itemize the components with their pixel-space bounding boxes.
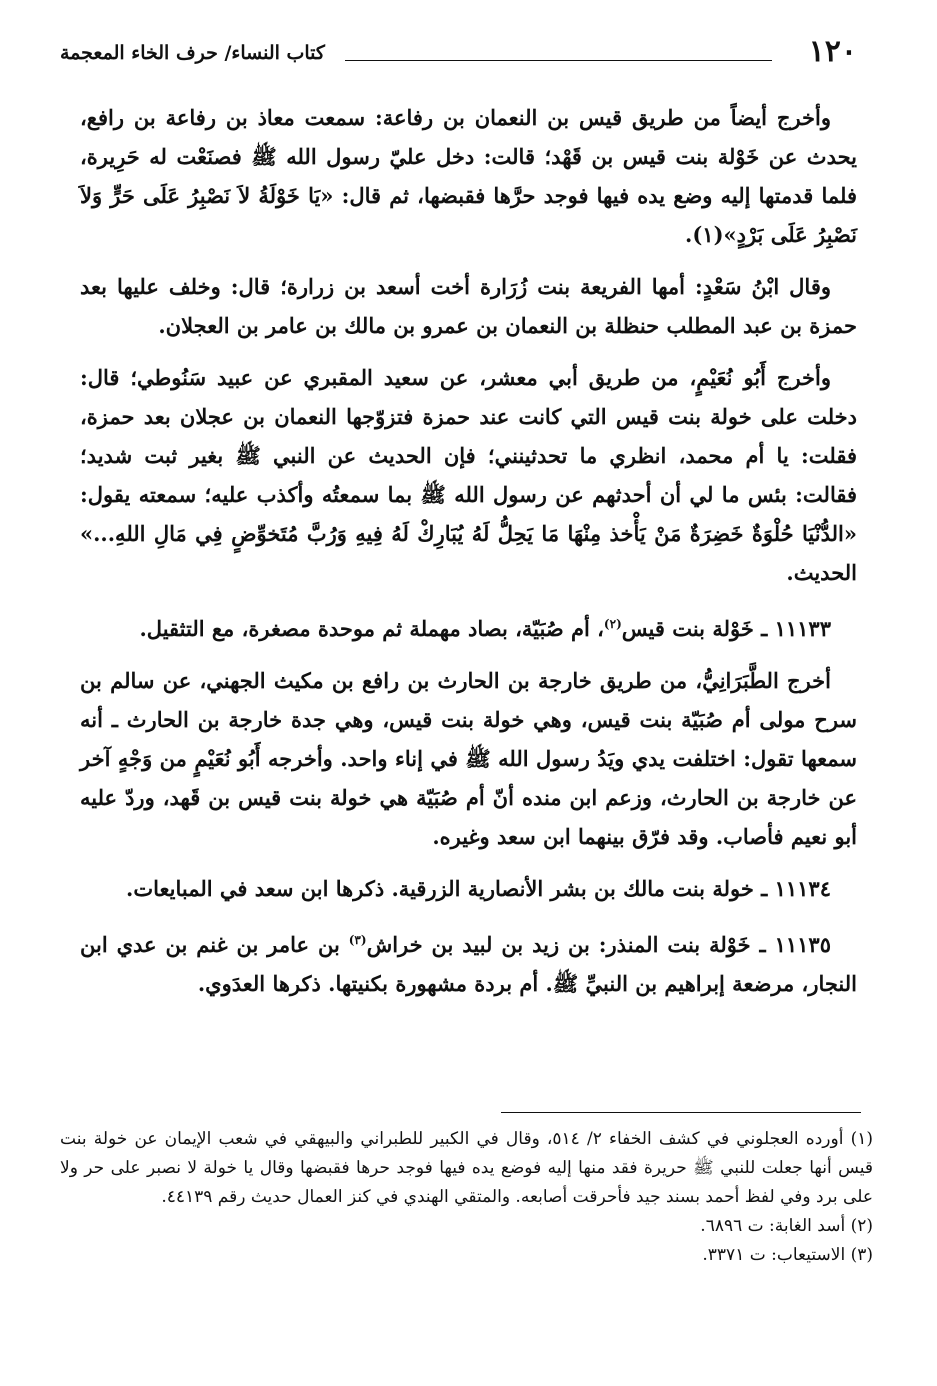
footnote-rule (501, 1112, 861, 1113)
entry-text: بن عامر بن غنم بن عدي ابن النجار، مرضعة إبراهيم بن النبيِّ ﷺ. أم بردة مشهورة بكنيتها. ذكرها العدَوي. (80, 932, 857, 996)
paragraph-ibn-saad (80, 267, 857, 345)
paragraph-abu-nuaim (80, 358, 857, 592)
entry-11135 (80, 921, 857, 1003)
running-title: كتاب النساء/ حرف الخاء المعجمة (60, 42, 325, 64)
paragraph-text: وقال ابْنُ سَعْدٍ: أمها الفريعة بنت زُرَارة أخت أسعد بن زرارة؛ قال: وخلف عليها بعد حمزة بن عبد المطلب حنظلة بن النعمان بن عمرو بن مالك بن عامر بن العجلان. (80, 274, 857, 338)
main-text (80, 98, 857, 1016)
footnote-2: (٢) أسد الغابة: ت ٦٨٩٦. (700, 1216, 873, 1236)
header-rule (345, 60, 772, 61)
page-number: ١٢٠ (808, 34, 857, 69)
paragraph-text: وأخرج أيضاً من طريق قيس بن النعمان بن رفاعة: سمعت معاذ بن رفاعة بن رافع، يحدث عن خَوْلة بنت قيس بن قَهْد؛ قالت: دخل عليّ رسول الله ﷺ فصنَعْت له حَرِيرة، فلما قدمتها إليه وضع يده فيها فوجد حرَّها فقبضها، ثم قال: «يَا خَوْلَةُ لاَ نَصْبِرُ عَلَى حَرٍّ وَلاَ نَصْبِرُ عَلَى بَرْدٍ»(١). (80, 105, 857, 247)
entry-11133 (80, 605, 857, 648)
paragraph-text: أخرج الطَّبَرَانِيُّ، من طريق خارجة بن الحارث بن رافع بن مكيث الجهني، عن سالم بن سرح مولى أم صُبَيّة بنت قيس، وهي خولة بنت قيس، وهي جدة خارجة بن الحارث ـ أنه سمعها تقول: اختلفت يدي ويَدُ رسول الله ﷺ في إناء واحد. وأخرجه أَبُو نُعَيْمٍ من وَجْهٍ آخر عن خارجة بن الحارث، وزعم ابن منده أنّ أم صُبَيّة هي خولة بنت قيس بن قَهد، وردّ عليه أبو نعيم فأصاب. وقد فرّق بينهما ابن سعد وغيره. (80, 668, 857, 849)
page-header (60, 30, 877, 74)
footnote-3: (٣) الاستيعاب: ت ٣٣٧١. (702, 1245, 873, 1265)
footnote-1: (١) أورده العجلوني في كشف الخفاء ٢/ ٥١٤، وقال في الكبير للطبراني والبيهقي في شعب الإيمان عن خولة بنت قيس أنها جعلت للنبي ﷺ حريرة فقد منها إليه فوضع يده فيها فوجد حرها فقبضها وقال يا خولة لا نصبر على حر ولا على برد وفي لفظ أحمد بسند جيد فأحرقت أصابعه. والمتقي الهندي في كنز العمال حديث رقم ٤٤١٣٩. (60, 1129, 873, 1207)
paragraph-hadith-hot-food (80, 98, 857, 254)
entry-11134 (80, 869, 857, 908)
footnotes (60, 1125, 873, 1270)
paragraph-tabarani (80, 661, 857, 856)
entry-heading: ١١١٣٣ ـ خَوْلة بنت قيس (621, 616, 831, 641)
paragraph-text: وأخرج أَبُو نُعَيْمٍ، من طريق أبي معشر، عن سعيد المقبري عن عبيد سَنُوطي؛ قال: دخلت على خولة بنت قيس التي كانت عند حمزة فتزوّجها النعمان بن عجلان بعد حمزة، فقلت: يا أم محمد، انظري ما تحدثينني؛ فإن الحديث عن النبي ﷺ بغير ثبت شديد؛ فقالت: بئس ما لي أن أحدثهم عن رسول الله ﷺ بما سمعتُه وأكذب عليه؛ سمعته يقول: «الدُّنْيَا حُلْوَةٌ خَضِرَةٌ مَنْ يَأْخذ مِنْهَا مَا يَحِلُّ لَهُ يُبَارِكْ لَهُ فِيهِ وَرُبَّ مُتَخوِّضٍ فِي مَالِ اللهِ...» الحديث. (80, 365, 858, 585)
footnote-ref: (٣) (348, 933, 367, 947)
footnote-ref: (٢) (603, 617, 622, 631)
entry-text: ١١١٣٤ ـ خولة بنت مالك بن بشر الأنصارية الزرقية. ذكرها ابن سعد في المبايعات. (126, 876, 831, 901)
entry-heading: ١١١٣٥ ـ خَوْلة بنت المنذر: بن زيد بن لبيد بن خراش (366, 932, 831, 957)
entry-text: ، أم صُبَيّة، بصاد مهملة ثم موحدة مصغرة، مع التثقيل. (139, 616, 604, 641)
